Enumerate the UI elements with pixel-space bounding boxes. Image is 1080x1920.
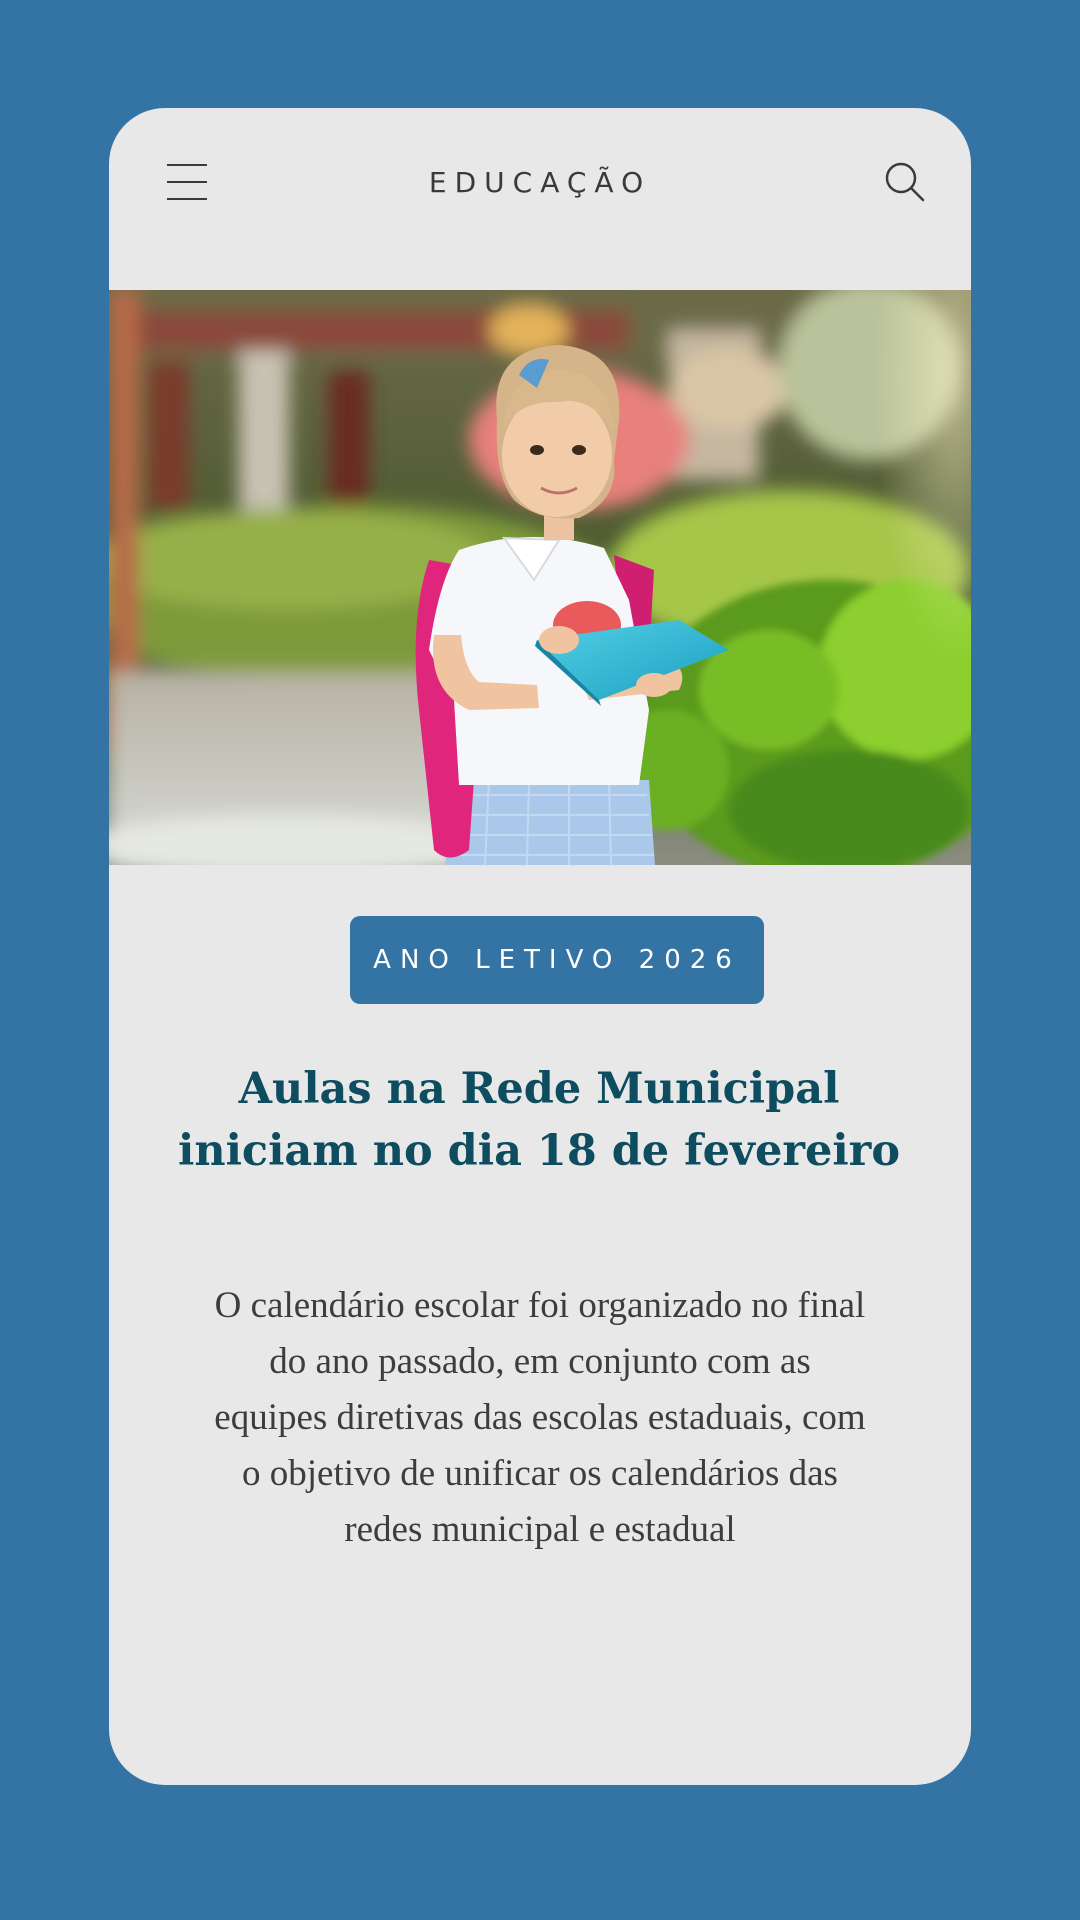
body-line-5: redes municipal e estadual bbox=[344, 1509, 736, 1550]
body-line-4: o objetivo de unificar os calendários das bbox=[242, 1453, 838, 1494]
top-bar bbox=[109, 108, 971, 290]
school-year-badge: ANO LETIVO 2026 bbox=[350, 916, 764, 1004]
search-icon[interactable] bbox=[883, 160, 927, 204]
article-headline bbox=[139, 1058, 939, 1182]
body-line-3: equipes diretivas das escolas estaduais, com bbox=[214, 1397, 866, 1438]
headline-line-2: iniciam no dia 18 de fevereiro bbox=[177, 1126, 900, 1176]
hero-image bbox=[109, 290, 971, 865]
body-line-1: O calendário escolar foi organizado no final bbox=[214, 1285, 866, 1326]
headline-line-1: Aulas na Rede Municipal bbox=[238, 1064, 840, 1114]
article-body bbox=[163, 1278, 917, 1558]
app-title: EDUCAÇÃO bbox=[428, 166, 652, 199]
body-line-2: do ano passado, em conjunto com as bbox=[269, 1341, 811, 1382]
article-card bbox=[109, 108, 971, 1785]
